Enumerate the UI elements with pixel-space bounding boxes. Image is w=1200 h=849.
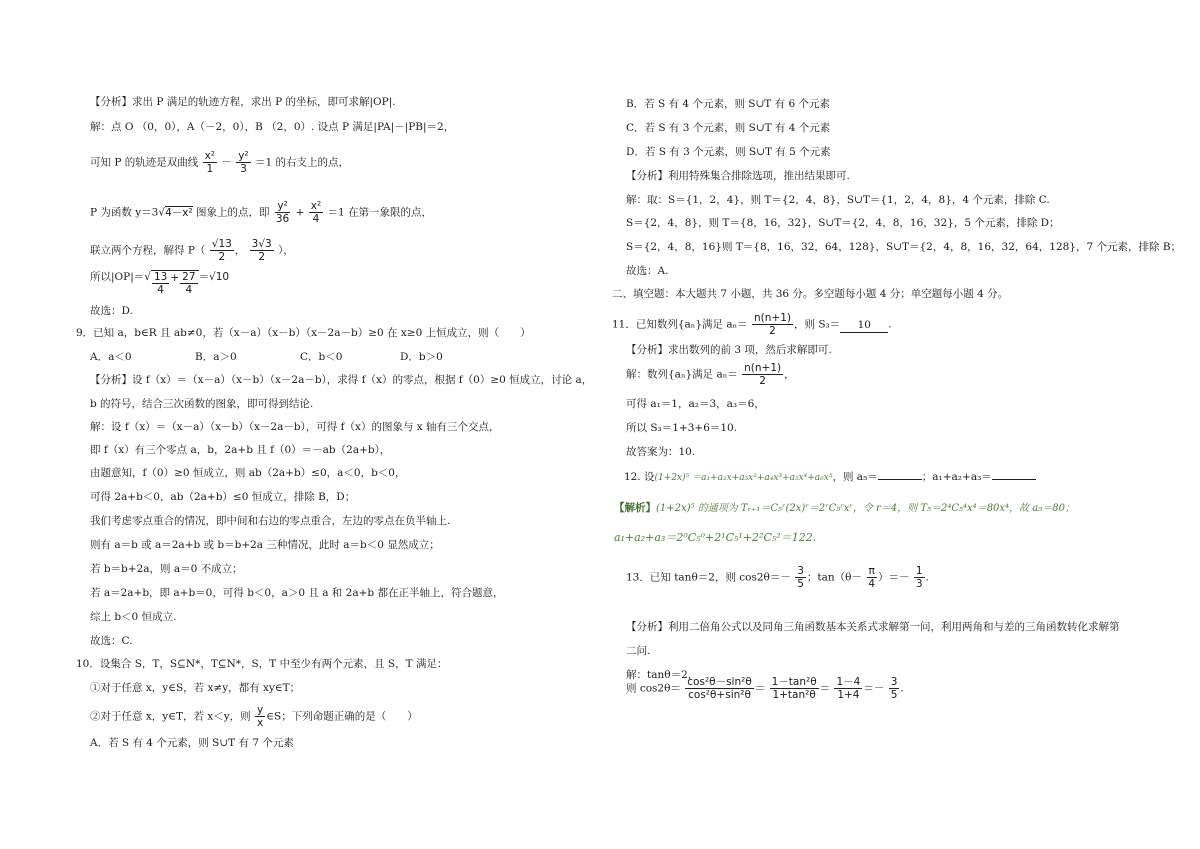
answer-blank: 10 bbox=[840, 318, 888, 333]
text: P 为函数 y＝3 bbox=[90, 206, 159, 219]
text: － bbox=[780, 571, 791, 584]
options-q9 bbox=[90, 350, 443, 364]
explanation-q12 bbox=[614, 501, 1075, 516]
numerator: 3 bbox=[797, 565, 804, 577]
section-heading: 二、填空题：本大题共 7 小题，共 36 分。多空题每小题 4 分；单空题每小题 4 分。 bbox=[612, 288, 1009, 300]
option-c: C．b＜0 bbox=[300, 351, 343, 363]
fraction bbox=[309, 200, 323, 225]
fraction bbox=[236, 150, 250, 175]
analysis-q10: 【分析】利用特殊集合排除选项，推出结果即可. bbox=[626, 170, 850, 182]
text: ∈S；下列命题正确的是（ ） bbox=[266, 710, 418, 723]
numerator: √13 bbox=[211, 238, 232, 250]
formula: (1+2x)⁵ ＝a₁+a₂x+a₃x²+a₄x³+a₅x⁴+a₆x⁵ bbox=[654, 473, 833, 483]
fraction bbox=[914, 565, 925, 590]
fraction bbox=[770, 676, 819, 701]
solution-line: 可得 2a+b＜0，ab（2a+b）≤0 恒成立，排除 B，D； bbox=[90, 491, 356, 503]
fraction bbox=[795, 565, 806, 590]
fraction bbox=[866, 565, 877, 590]
text: . bbox=[925, 571, 929, 584]
formula: a₁+a₂+a₃＝2⁰C₅⁰+2¹C₅¹+2²C₅²＝122. bbox=[614, 531, 817, 544]
numerator: 1－tan²θ bbox=[771, 676, 817, 688]
numerator: 1 bbox=[915, 565, 923, 577]
text: 在第一象限的点， bbox=[348, 206, 433, 219]
fraction bbox=[203, 150, 217, 175]
answer-line: 故选：A. bbox=[626, 265, 669, 277]
text: ；a₁+a₂+a₃＝ bbox=[921, 471, 992, 483]
radicand: 4－x² bbox=[165, 206, 193, 219]
solution-line bbox=[626, 362, 795, 387]
analysis-q11: 【分析】求出数列的前 3 项，然后求解即可. bbox=[626, 344, 832, 356]
text: . bbox=[888, 318, 892, 331]
radical: √ $\frac{13}{4}$ + $\frac{27}{4}$ bbox=[144, 271, 198, 283]
solution-line: 解：设 f（x）＝（x－a）（x－b）（x－2a－b），可得 f（x）的图象与 x 轴有三个交点， bbox=[90, 421, 500, 433]
text: 则 cos2θ＝ bbox=[626, 682, 681, 695]
answer-line: 故答案为：10. bbox=[626, 446, 696, 458]
answer-line: 故选：C. bbox=[90, 635, 133, 647]
text: － bbox=[221, 156, 232, 169]
text: ＝ bbox=[754, 682, 766, 695]
denominator: 1 bbox=[206, 163, 214, 175]
text: 所以|OP|＝ bbox=[90, 271, 145, 283]
fraction bbox=[180, 271, 197, 296]
answer-blank bbox=[992, 479, 1036, 480]
text: ＝1 bbox=[327, 206, 345, 219]
text: . bbox=[900, 682, 904, 695]
solution-line: 解：tanθ＝2， bbox=[626, 669, 699, 681]
solution-line: S＝{2，4，8，16}则 T＝{8，16，32，64，128}，S∪T＝{2，4，8，16，32，64，128}，7 个元素，排除 B； bbox=[626, 241, 1182, 253]
solution-line: 则有 a＝b 或 a＝2a+b 或 b＝b+2a 三种情况，此时 a＝b＜0 显然成立； bbox=[90, 539, 440, 551]
solution-line: 若 a＝2a+b，即 a+b＝0，可得 b＜0，a＞0 且 a 和 2a+b 都在正半轴上，符合题意， bbox=[90, 587, 504, 599]
numerator: 1－4 bbox=[836, 676, 861, 688]
denominator: 4 bbox=[185, 284, 193, 296]
explanation-q12 bbox=[614, 531, 816, 545]
question-13 bbox=[626, 565, 929, 590]
analysis-q13: 二问. bbox=[626, 645, 651, 657]
denominator: 2 bbox=[759, 375, 766, 387]
formula: (1+2x)⁵ 的通项为 Tᵣ₊₁＝C₅ʳ(2x)ʳ＝2ʳC₅ʳxʳ，令 r＝4，则 T₅＝2⁴C₅⁴x⁴＝80x⁴，故 a₅＝80； bbox=[656, 503, 1075, 514]
denominator: 3 bbox=[915, 578, 923, 590]
numerator: n(n+1) bbox=[744, 362, 782, 374]
text: ＝1 bbox=[255, 156, 273, 169]
solution-line bbox=[90, 200, 432, 225]
denominator: 5 bbox=[890, 689, 898, 701]
fraction bbox=[274, 200, 291, 225]
denominator: 4 bbox=[312, 213, 320, 225]
fraction bbox=[752, 312, 793, 337]
solution-line bbox=[90, 150, 349, 175]
solution-line: 若 b＝b+2a，则 a＝0 不成立； bbox=[90, 563, 243, 575]
text: ＝ bbox=[819, 682, 831, 695]
option-b: B．若 S 有 4 个元素，则 S∪T 有 6 个元素 bbox=[626, 98, 830, 110]
text: 的右支上的点， bbox=[275, 156, 350, 169]
denominator: 4 bbox=[868, 578, 876, 590]
option-d: D．若 S 有 3 个元素，则 S∪T 有 5 个元素 bbox=[626, 146, 831, 158]
denominator: x bbox=[257, 717, 264, 729]
text: ， bbox=[234, 244, 246, 257]
solution-line: 即 f（x）有三个零点 a，b，2a+b 且 f（0）＝－ab（2a+b）， bbox=[90, 444, 391, 456]
denominator: 5 bbox=[797, 578, 804, 590]
condition-1: ①对于任意 x，y∈S，若 x≠y，都有 xy∈T； bbox=[90, 682, 301, 694]
numerator: n(n+1) bbox=[754, 312, 791, 324]
numerator: x² bbox=[310, 200, 322, 212]
numerator: cos²θ－sin²θ bbox=[687, 676, 752, 688]
text: ， bbox=[784, 368, 795, 381]
text: 12. 设 bbox=[624, 471, 655, 483]
text: + bbox=[295, 206, 305, 219]
solution-line: 由题意知，f（0）≥0 恒成立，则 ab（2a+b）≤0，a＜0，b＜0， bbox=[90, 467, 406, 479]
option-a: A．a＜0 bbox=[90, 351, 132, 363]
text: + bbox=[170, 272, 180, 284]
denominator: 2 bbox=[218, 251, 226, 263]
text: 图象上的点，即 bbox=[196, 206, 270, 219]
text: ，则 S₃＝ bbox=[794, 318, 841, 331]
solution-line: b 的符号，结合三次函数的图象，即可得到结论. bbox=[90, 398, 314, 410]
fraction bbox=[742, 362, 783, 387]
question-9: 9．已知 a，b∈R 且 ab≠0，若（x－a）（x－b）（x－2a－b）≥0 在 x≥0 上恒成立，则（ ） bbox=[76, 327, 531, 339]
option-a: A．若 S 有 4 个元素，则 S∪T 有 7 个元素 bbox=[90, 737, 294, 749]
radicand bbox=[151, 270, 199, 296]
text: ＝√10 bbox=[198, 271, 230, 283]
text: 可知 P 的轨迹是双曲线 bbox=[90, 156, 199, 169]
denominator: 1+4 bbox=[837, 689, 860, 701]
numerator: 3√3 bbox=[251, 238, 272, 250]
answer-line: 故选：D. bbox=[90, 305, 133, 317]
text: ②对于任意 x，y∈T，若 x＜y，则 bbox=[90, 710, 251, 723]
numerator: π bbox=[868, 565, 875, 577]
denominator: 2 bbox=[769, 325, 776, 337]
numerator: y² bbox=[277, 200, 288, 212]
text: ）＝ bbox=[878, 571, 900, 584]
option-d: D．b＞0 bbox=[400, 351, 443, 363]
solution-line bbox=[626, 676, 904, 701]
text: 11．已知数列{aₙ}满足 aₙ＝ bbox=[612, 318, 748, 331]
analysis-q9: 【分析】设 f（x）＝（x－a）（x－b）（x－2a－b），求得 f（x）的零点，根据 f（0）≥0 恒成立，讨论 a， bbox=[90, 374, 593, 386]
answer-blank bbox=[878, 479, 922, 480]
option-c: C．若 S 有 3 个元素，则 S∪T 有 4 个元素 bbox=[626, 122, 831, 134]
text: ；tan（θ－ bbox=[806, 571, 862, 584]
fraction bbox=[889, 676, 900, 701]
text: － bbox=[899, 571, 910, 584]
question-10: 10．设集合 S，T，S⊆N*，T⊆N*，S，T 中至少有两个元素，且 S，T 满足： bbox=[76, 658, 448, 670]
text: 解：数列{aₙ}满足 aₙ＝ bbox=[626, 368, 738, 381]
numerator: 3 bbox=[890, 676, 898, 688]
question-12 bbox=[624, 470, 1036, 485]
numerator: 27 bbox=[182, 271, 196, 283]
solution-line: 我们考虑零点重合的情况，即中间和右边的零点重合，左边的零点在负半轴上. bbox=[90, 515, 451, 527]
denominator: 1+tan²θ bbox=[772, 689, 816, 701]
text: ，则 a₅＝ bbox=[832, 471, 878, 483]
denominator: 3 bbox=[240, 163, 247, 175]
fraction bbox=[685, 676, 753, 701]
label: 【解析】 bbox=[614, 502, 656, 514]
numerator: y² bbox=[238, 150, 249, 162]
solution-line: 解：点 O （0，0），A（－2，0），B （2，0）. 设点 P 满足|PA|－|PB|＝2， bbox=[90, 121, 455, 133]
text: ＝－ bbox=[863, 682, 885, 695]
option-b: B．a＞0 bbox=[195, 351, 237, 363]
denominator: 36 bbox=[275, 213, 290, 225]
radical: √4－x² bbox=[158, 206, 193, 219]
condition-2 bbox=[90, 704, 418, 729]
solution-line: S＝{2，4，8}，则 T＝{8，16，32}，S∪T＝{2，4，8，16，32}，5 个元素，排除 D； bbox=[626, 217, 1060, 229]
text: 13．已知 tanθ＝2，则 cos2θ＝ bbox=[626, 571, 781, 584]
fraction bbox=[255, 704, 265, 729]
solution-line bbox=[90, 270, 229, 296]
text: 联立两个方程，解得 P（ bbox=[90, 244, 206, 257]
text: ）， bbox=[278, 244, 294, 257]
solution-line: 解：取：S＝{1，2，4}，则 T＝{2，4，8}，S∪T＝{1，2，4，8}，4 个元素，排除 C. bbox=[626, 194, 1050, 206]
analysis-q13: 【分析】利用二倍角公式以及同角三角函数基本关系式求解第一问，利用两角和与差的三角函数转化求解第 bbox=[626, 621, 1120, 633]
solution-line: 综上 b＜0 恒成立. bbox=[90, 611, 177, 623]
denominator: 4 bbox=[157, 284, 164, 296]
analysis-q8: 【分析】求出 P 满足的轨迹方程，求出 P 的坐标，即可求解|OP|. bbox=[90, 96, 396, 108]
solution-line bbox=[90, 238, 294, 263]
numerator: x² bbox=[204, 150, 216, 162]
solution-line: 所以 S₃＝1+3+6＝10. bbox=[626, 422, 738, 434]
denominator: cos²θ+sin²θ bbox=[688, 689, 751, 701]
numerator: 13 bbox=[153, 271, 168, 283]
fraction bbox=[210, 238, 234, 263]
denominator: 2 bbox=[258, 251, 266, 263]
fraction bbox=[152, 271, 169, 296]
solution-line: 可得 a₁＝1，a₂＝3，a₃＝6， bbox=[626, 398, 765, 410]
fraction bbox=[250, 238, 274, 263]
numerator: y bbox=[257, 704, 264, 716]
fraction bbox=[834, 676, 862, 701]
question-11 bbox=[612, 312, 892, 337]
